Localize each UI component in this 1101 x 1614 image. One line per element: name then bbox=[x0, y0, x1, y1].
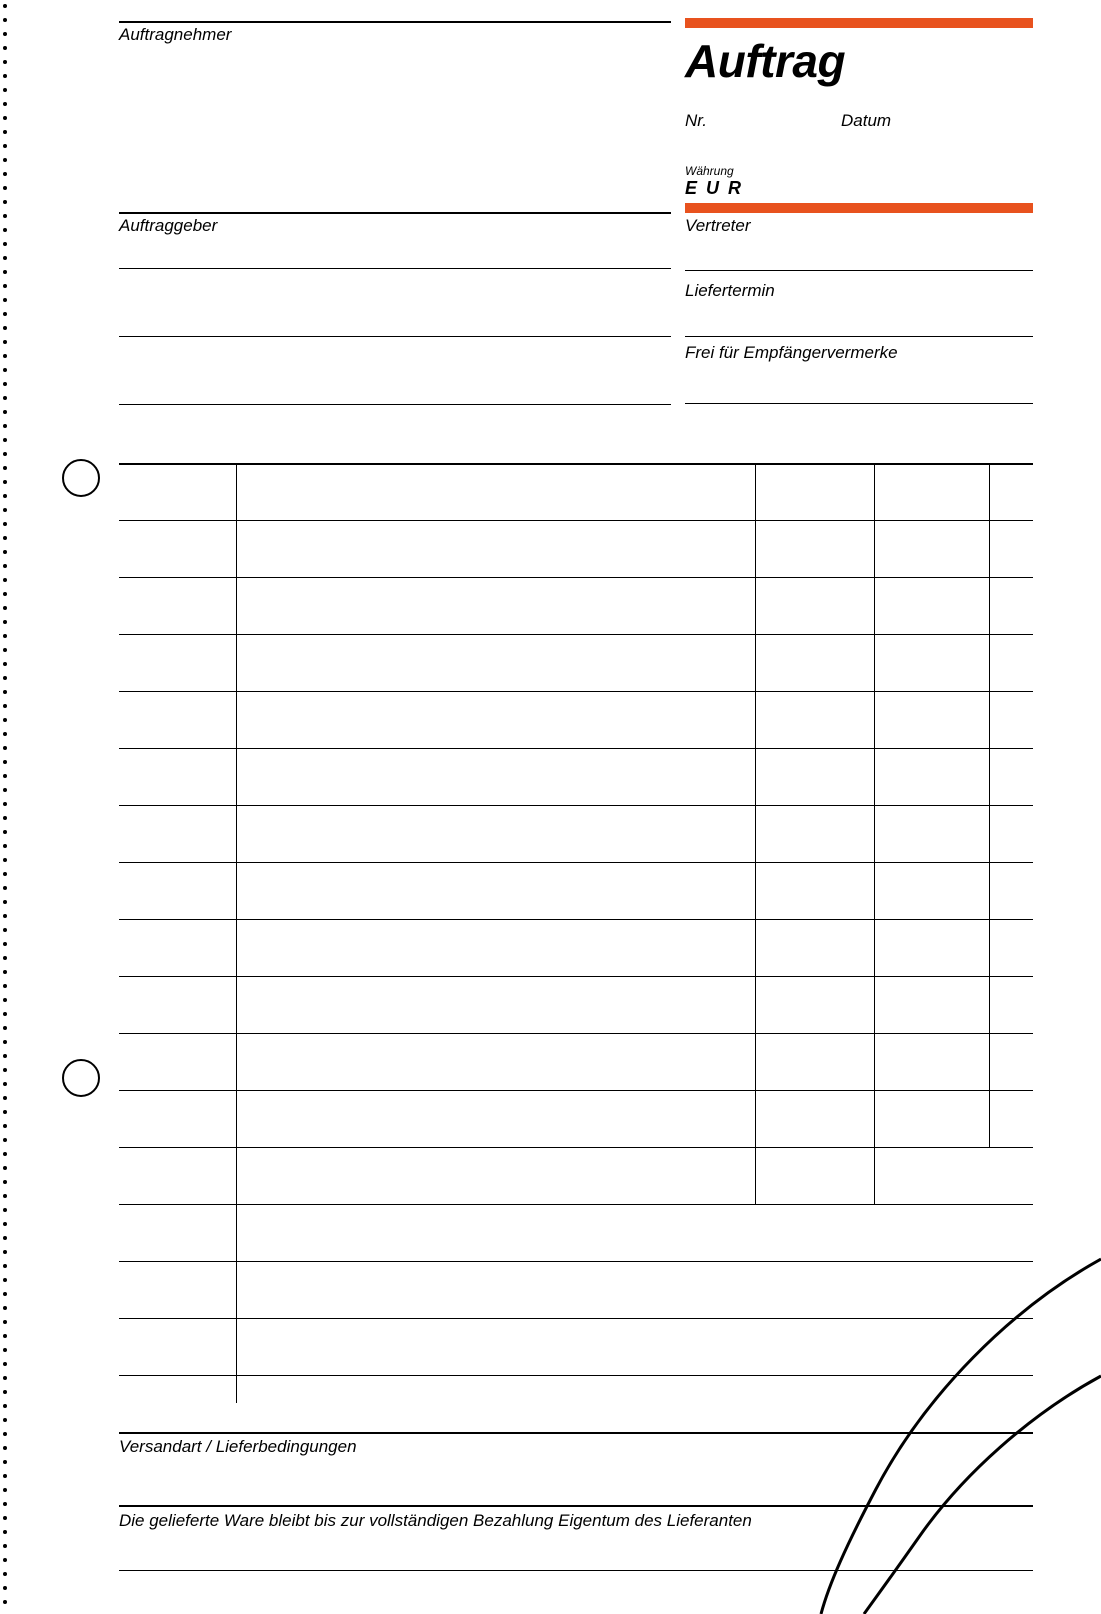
table-row bbox=[119, 577, 1033, 578]
perforation-dot bbox=[3, 1600, 7, 1604]
perforation-dot bbox=[3, 1404, 7, 1408]
recipient-notes-rule bbox=[685, 403, 1033, 404]
perforation-dot bbox=[3, 998, 7, 1002]
table-row bbox=[119, 1261, 1033, 1262]
table-row bbox=[119, 748, 1033, 749]
table-row bbox=[119, 691, 1033, 692]
footer-note-rule bbox=[119, 1505, 1033, 1507]
perforation-dot bbox=[3, 1544, 7, 1548]
perforation-dot bbox=[3, 158, 7, 162]
perforation-dot bbox=[3, 18, 7, 22]
perforation-dot bbox=[3, 1558, 7, 1562]
perforation-dot bbox=[3, 382, 7, 386]
perforation-dot bbox=[3, 172, 7, 176]
perforation-dot bbox=[3, 1460, 7, 1464]
perforation-dot bbox=[3, 466, 7, 470]
perforation-dot bbox=[3, 1110, 7, 1114]
perforation-dot bbox=[3, 214, 7, 218]
table-row bbox=[119, 976, 1033, 977]
perforation-dot bbox=[3, 872, 7, 876]
client-line-1 bbox=[119, 268, 671, 269]
footer-note: Die gelieferte Ware bleibt bis zur vollständigen Bezahlung Eigentum des Lieferanten bbox=[119, 1511, 752, 1530]
accent-bar-second bbox=[685, 203, 1033, 213]
perforation-dot bbox=[3, 1390, 7, 1394]
perforation-dot bbox=[3, 1334, 7, 1338]
client-line-2 bbox=[119, 336, 671, 337]
perforation-dot bbox=[3, 494, 7, 498]
perforation-dot bbox=[3, 606, 7, 610]
perforation-dot bbox=[3, 102, 7, 106]
perforation-dot bbox=[3, 942, 7, 946]
table-row bbox=[119, 1375, 1033, 1376]
perforation-dot bbox=[3, 704, 7, 708]
perforation-dot bbox=[3, 1166, 7, 1170]
perforation-dot bbox=[3, 326, 7, 330]
perforation-dot bbox=[3, 634, 7, 638]
perforation-dot bbox=[3, 1516, 7, 1520]
perforation-dot bbox=[3, 480, 7, 484]
perforation-dot bbox=[3, 1320, 7, 1324]
perforation-dot bbox=[3, 1152, 7, 1156]
label-date: Datum bbox=[841, 111, 892, 130]
label-representative: Vertreter bbox=[685, 216, 751, 235]
perforation-dot bbox=[3, 844, 7, 848]
currency-value: E U R bbox=[685, 178, 744, 198]
perforation-dot bbox=[3, 858, 7, 862]
table-row bbox=[119, 520, 1033, 521]
perforation-dot bbox=[3, 1586, 7, 1590]
perforation-dot bbox=[3, 662, 7, 666]
perforation-dot bbox=[3, 368, 7, 372]
perforation-dot bbox=[3, 1432, 7, 1436]
perforation-dot bbox=[3, 1180, 7, 1184]
perforation-dot bbox=[3, 1264, 7, 1268]
perforation-dot bbox=[3, 144, 7, 148]
perforation-dot bbox=[3, 1306, 7, 1310]
table-row bbox=[119, 1033, 1033, 1034]
perforation-dot bbox=[3, 564, 7, 568]
table-row bbox=[119, 1204, 1033, 1205]
perforation-dot bbox=[3, 522, 7, 526]
label-delivery-date: Liefertermin bbox=[685, 281, 775, 300]
perforation-dot bbox=[3, 648, 7, 652]
perforation-dot bbox=[3, 186, 7, 190]
footer-bottom-rule bbox=[119, 1570, 1033, 1571]
perforation-dot bbox=[3, 270, 7, 274]
perforation-dot bbox=[3, 984, 7, 988]
table-row bbox=[119, 919, 1033, 920]
perforation-dot bbox=[3, 32, 7, 36]
punch-hole-top bbox=[62, 459, 100, 497]
table-row bbox=[119, 805, 1033, 806]
perforation-dot bbox=[3, 956, 7, 960]
perforation-dot bbox=[3, 424, 7, 428]
perforation-dot bbox=[3, 1530, 7, 1534]
perforation-dot bbox=[3, 760, 7, 764]
perforation-dot bbox=[3, 1082, 7, 1086]
label-contractor: Auftragnehmer bbox=[119, 25, 232, 44]
perforation-dot bbox=[3, 676, 7, 680]
perforation-dot bbox=[3, 396, 7, 400]
accent-bar-top bbox=[685, 18, 1033, 28]
perforation-dot bbox=[3, 116, 7, 120]
client-line-3 bbox=[119, 404, 671, 405]
perforation-dot bbox=[3, 298, 7, 302]
perforation-dot bbox=[3, 410, 7, 414]
perforation-dot bbox=[3, 788, 7, 792]
perforation-dot bbox=[3, 1502, 7, 1506]
perforation-dot bbox=[3, 1446, 7, 1450]
table-header-rule bbox=[119, 463, 1033, 465]
perforation-dot bbox=[3, 1362, 7, 1366]
perforation-dot bbox=[3, 886, 7, 890]
perforation-dot bbox=[3, 1194, 7, 1198]
perforation-dot bbox=[3, 900, 7, 904]
perforation-dot bbox=[3, 1208, 7, 1212]
shipping-terms-rule bbox=[119, 1432, 1033, 1434]
perforation-dot bbox=[3, 340, 7, 344]
table-row bbox=[119, 1318, 1033, 1319]
table-row bbox=[119, 862, 1033, 863]
label-client: Auftraggeber bbox=[119, 216, 218, 235]
perforation-dot bbox=[3, 620, 7, 624]
perforation-dot bbox=[3, 200, 7, 204]
perforation-dot bbox=[3, 242, 7, 246]
perforation-dot bbox=[3, 536, 7, 540]
perforation-dot bbox=[3, 88, 7, 92]
perforation-dot bbox=[3, 802, 7, 806]
perforation-strip bbox=[0, 0, 14, 1614]
page-curl bbox=[681, 1114, 1101, 1614]
perforation-dot bbox=[3, 228, 7, 232]
table-column-divider bbox=[236, 463, 237, 1403]
table-row bbox=[119, 634, 1033, 635]
perforation-dot bbox=[3, 1348, 7, 1352]
perforation-dot bbox=[3, 1040, 7, 1044]
perforation-dot bbox=[3, 284, 7, 288]
perforation-dot bbox=[3, 914, 7, 918]
perforation-dot bbox=[3, 1236, 7, 1240]
perforation-dot bbox=[3, 578, 7, 582]
perforation-dot bbox=[3, 550, 7, 554]
perforation-dot bbox=[3, 732, 7, 736]
perforation-dot bbox=[3, 1474, 7, 1478]
perforation-dot bbox=[3, 1124, 7, 1128]
perforation-dot bbox=[3, 354, 7, 358]
perforation-dot bbox=[3, 1488, 7, 1492]
perforation-dot bbox=[3, 1138, 7, 1142]
document-title: Auftrag bbox=[685, 35, 846, 87]
perforation-dot bbox=[3, 690, 7, 694]
perforation-dot bbox=[3, 1572, 7, 1576]
client-top-rule bbox=[119, 212, 671, 214]
perforation-dot bbox=[3, 1096, 7, 1100]
label-number: Nr. bbox=[685, 111, 708, 130]
perforation-dot bbox=[3, 1418, 7, 1422]
table-column-divider bbox=[874, 463, 875, 1204]
perforation-dot bbox=[3, 970, 7, 974]
label-currency: Währung bbox=[685, 164, 734, 178]
perforation-dot bbox=[3, 438, 7, 442]
perforation-dot bbox=[3, 4, 7, 8]
perforation-dot bbox=[3, 830, 7, 834]
perforation-dot bbox=[3, 130, 7, 134]
perforation-dot bbox=[3, 746, 7, 750]
perforation-dot bbox=[3, 1222, 7, 1226]
delivery-date-rule bbox=[685, 336, 1033, 337]
table-row bbox=[119, 1147, 1033, 1148]
perforation-dot bbox=[3, 256, 7, 260]
perforation-dot bbox=[3, 1068, 7, 1072]
perforation-dot bbox=[3, 1292, 7, 1296]
table-column-divider bbox=[989, 463, 990, 1147]
punch-hole-bottom bbox=[62, 1059, 100, 1097]
perforation-dot bbox=[3, 46, 7, 50]
perforation-dot bbox=[3, 508, 7, 512]
perforation-dot bbox=[3, 60, 7, 64]
perforation-dot bbox=[3, 928, 7, 932]
label-recipient-notes: Frei für Empfängervermerke bbox=[685, 343, 898, 362]
perforation-dot bbox=[3, 1250, 7, 1254]
perforation-dot bbox=[3, 592, 7, 596]
perforation-dot bbox=[3, 1026, 7, 1030]
perforation-dot bbox=[3, 718, 7, 722]
contractor-top-rule bbox=[119, 21, 671, 23]
perforation-dot bbox=[3, 774, 7, 778]
label-shipping-terms: Versandart / Lieferbedingungen bbox=[119, 1437, 357, 1456]
perforation-dot bbox=[3, 1012, 7, 1016]
perforation-dot bbox=[3, 1376, 7, 1380]
perforation-dot bbox=[3, 452, 7, 456]
perforation-dot bbox=[3, 312, 7, 316]
table-column-divider bbox=[755, 463, 756, 1204]
representative-rule bbox=[685, 270, 1033, 271]
perforation-dot bbox=[3, 74, 7, 78]
table-row bbox=[119, 1090, 1033, 1091]
perforation-dot bbox=[3, 816, 7, 820]
perforation-dot bbox=[3, 1054, 7, 1058]
perforation-dot bbox=[3, 1278, 7, 1282]
